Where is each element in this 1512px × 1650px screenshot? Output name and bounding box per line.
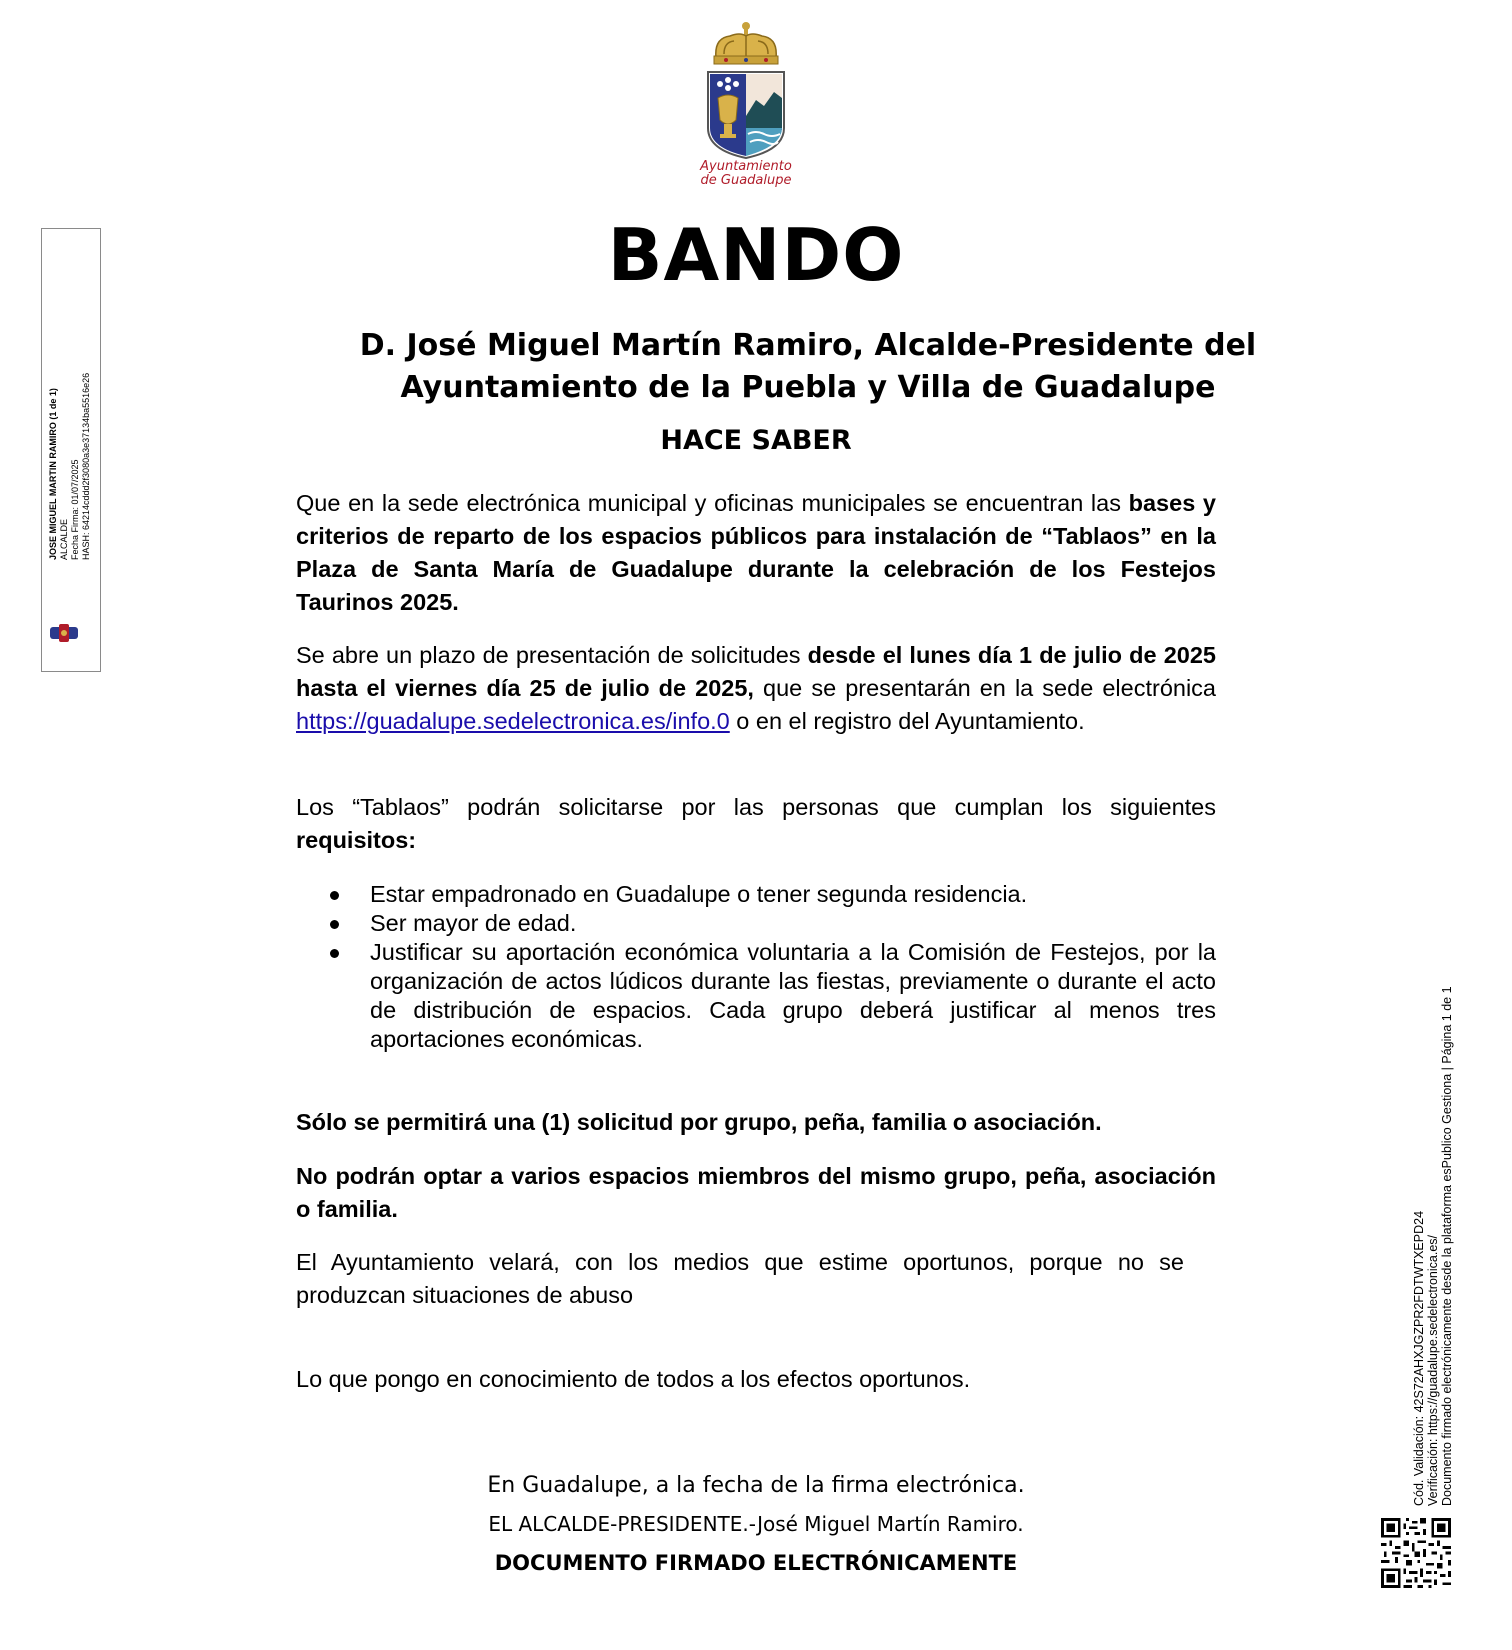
signer: EL ALCALDE-PRESIDENTE.-José Miguel Martín Ramiro. (488, 1512, 1024, 1536)
paragraph-una-solicitud: Sólo se permitirá una (1) solicitud por grupo, peña, familia o asociación. (296, 1109, 1102, 1135)
paragraph-bold: desde el lunes día 1 de julio de 2025 hasta el viernes día 25 de julio de 2025, (296, 642, 1216, 701)
list-item (296, 938, 1216, 1054)
requirement-text: Ser mayor de edad. (370, 910, 577, 936)
document-title: BANDO (607, 213, 905, 297)
bullet-icon (330, 949, 339, 958)
issuer-heading: D. José Miguel Martín Ramiro, Alcalde-Presidente del Ayuntamiento de la Puebla y Villa de Guadalupe (359, 328, 1257, 405)
validation-code: Cód. Validación: 42S72AHXJGZPR2FDTWTXEPD24 (1412, 1210, 1426, 1506)
list-item (296, 880, 1216, 909)
bullet-icon (330, 920, 339, 929)
verification-url: Verificación: https://guadalupe.sedelectronica.es/ (1426, 1234, 1440, 1506)
paragraph-abuso: El Ayuntamiento velará, con los medios que estime oportunos, porque no se produzcan situaciones de abuso (296, 1249, 1184, 1308)
signature-stamp-text (48, 300, 96, 560)
requirement-text: Justificar su aportación económica voluntaria a la Comisión de Festejos, por la organización de actos lúdicos durante las fiestas, previamente o durante el acto de distribución de espacios. Cada grupo deberá justificar al menos tres aportaciones económicas. (370, 939, 1216, 1052)
paragraph-plazo (296, 639, 1216, 738)
paragraph-bases (296, 487, 1216, 619)
stamp-role: ALCALDE (59, 518, 69, 560)
stamp-hash: HASH: 64214cddd2f3080a3e37134ba5516e26 (81, 372, 91, 560)
seal-icon (47, 622, 81, 644)
logo-caption-line1: Ayuntamiento (700, 159, 792, 174)
paragraph-no-varios-espacios: No podrán optar a varios espacios miembros del mismo grupo, peña, asociación o familia. (296, 1163, 1216, 1222)
hace-saber-heading: HACE SABER (660, 425, 852, 456)
paragraph-text: Que en la sede electrónica municipal y oficinas municipales se encuentran las (296, 490, 1129, 516)
stamp-name: JOSE MIGUEL MARTIN RAMIRO (1 de 1) (48, 388, 58, 560)
paragraph-text: Se abre un plazo de presentación de solicitudes (296, 642, 808, 668)
paragraph-requisitos (296, 791, 1216, 857)
paragraph-text: o en el registro del Ayuntamiento. (729, 708, 1085, 734)
stamp-date: Fecha Firma: 01/07/2025 (70, 459, 80, 560)
signed-notice: DOCUMENTO FIRMADO ELECTRÓNICAMENTE (494, 1551, 1018, 1575)
paragraph-bold: bases y criterios de reparto de los espacios públicos para instalación de “Tablaos” en la Plaza de Santa María de Guadalupe durante la celebración de los Festejos Taurinos 2025. (296, 490, 1216, 615)
requirements-list (296, 880, 1216, 1054)
place-date: En Guadalupe, a la fecha de la firma electrónica. (487, 1473, 1025, 1498)
paragraph-text: Los “Tablaos” podrán solicitarse por las personas que cumplan los siguientes (296, 794, 1216, 820)
list-item (296, 909, 1216, 938)
paragraph-text: que se presentarán en la sede electrónica (753, 675, 1216, 701)
coat-of-arms-icon (694, 20, 798, 160)
paragraph-bold: requisitos: (296, 827, 417, 853)
sede-electronica-link[interactable]: https://guadalupe.sedelectronica.es/info.0 (296, 708, 730, 734)
requirement-text: Estar empadronado en Guadalupe o tener segunda residencia. (370, 881, 1028, 907)
crown-icon (714, 22, 778, 64)
qr-code-icon (1381, 1518, 1451, 1588)
ayuntamiento-logo (694, 20, 798, 190)
bullet-icon (330, 891, 339, 900)
logo-caption-line2: de Guadalupe (700, 173, 792, 188)
shield-icon (708, 72, 784, 158)
verification-note: Documento firmado electrónicamente desde la plataforma esPublico Gestiona | Página 1 de 1 (1440, 986, 1454, 1506)
paragraph-conocimiento: Lo que pongo en conocimiento de todos a los efectos oportunos. (296, 1366, 971, 1392)
verification-text (1412, 986, 1456, 1506)
